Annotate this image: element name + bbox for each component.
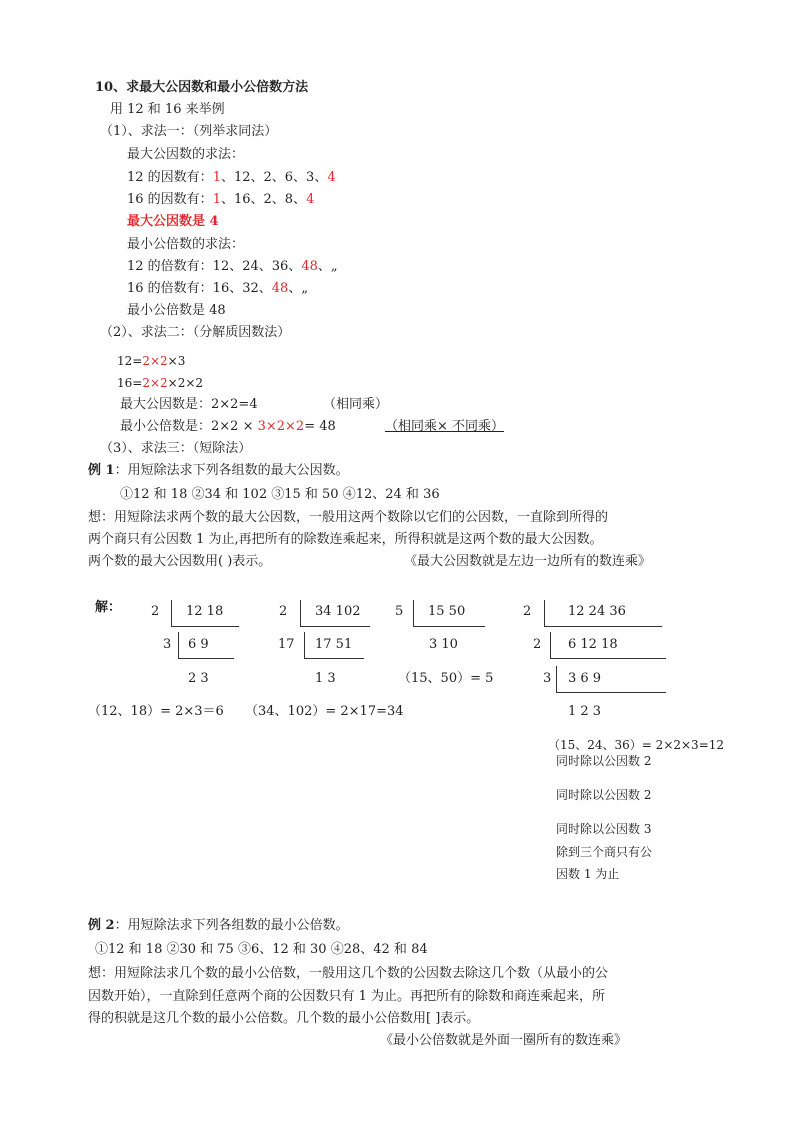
factorization-16-common: 2×2 <box>142 376 168 390</box>
factorization-16 <box>117 375 203 391</box>
division-bracket <box>544 626 662 627</box>
example2-rule: 《最小公倍数就是外面一圈所有的数连乘》 <box>380 1033 628 1048</box>
multiples-16-common: 48 <box>271 281 289 296</box>
factors-16 <box>127 192 314 208</box>
division-bracket <box>300 626 370 627</box>
multiples-12-common: 48 <box>301 259 318 274</box>
factorization-lcm-result: = 48 <box>304 419 336 434</box>
example2-items: ①12 和 18 ②30 和 75 ③6、12 和 30 ④28、42 和 84 <box>95 942 428 957</box>
example1-think-line3: 两个数的最大公因数用( )表示。 <box>88 554 272 569</box>
dividends: 12 18 <box>186 604 224 619</box>
quotients: 17 51 <box>315 637 353 652</box>
quotients: 1 2 3 <box>568 704 602 719</box>
example2-think-line3: 得的积就是这几个数的最小公倍数。几个数的最小公倍数用[ ]表示。 <box>88 1011 480 1026</box>
quotients: 6 12 18 <box>568 637 618 652</box>
method1-heading: （1）、求法一：（列举求同法） <box>100 124 278 139</box>
quotients: 2 3 <box>188 671 209 686</box>
example1-items: ①12 和 18 ②34 和 102 ③15 和 50 ④12、24 和 36 <box>120 487 440 502</box>
lcm-method-title: 最小公倍数的求法： <box>127 237 245 252</box>
quotients: 3 6 9 <box>568 671 602 686</box>
multiples-12 <box>127 259 338 275</box>
division-bracket <box>178 632 179 658</box>
division-bracket <box>300 600 301 626</box>
example1-label: 例 1 <box>88 463 115 478</box>
factors-12-common-4: 4 <box>327 170 336 185</box>
factors-16-common-1: 1 <box>212 192 221 207</box>
factorization-12-lhs: 12= <box>117 354 143 368</box>
page-title: 10、求最大公因数和最小公倍数方法 <box>95 80 309 95</box>
divisor: 5 <box>395 604 404 619</box>
example2-think-line1: 想：用短除法求几个数的最小公倍数，一般用这几个数的公因数去除这几个数（从最小的公 <box>88 966 609 981</box>
example2-title <box>88 918 349 934</box>
factors-16-prefix: 16 的因数有： <box>127 192 213 207</box>
method3-heading: （3）、求法三：（短除法） <box>100 441 252 456</box>
dividends: 15 50 <box>428 604 466 619</box>
gcd-15-50-result: （15、50）= 5 <box>398 671 494 686</box>
division-note: 除到三个商只有公 <box>556 845 653 859</box>
factorization-lcm <box>120 419 336 435</box>
division-bracket <box>413 600 414 626</box>
factorization-12 <box>117 353 185 369</box>
example2-label: 例 2 <box>88 918 115 933</box>
factorization-lcm-note: （相同乘× 不同乘） <box>385 419 505 434</box>
example2-think-line2: 因数开始），一直除到任意两个商的公因数只有 1 为止。再把所有的除数和商连乘起来，所 <box>88 989 606 1004</box>
dividends: 12 24 36 <box>568 604 626 619</box>
example2-text: ：用短除法求下列各组数的最小公倍数。 <box>114 918 349 933</box>
gcd-15-24-36-result: （15、24、36）= 2×2×3=12 <box>548 738 725 752</box>
factorization-16-lhs: 16= <box>117 376 143 390</box>
factors-12-common-1: 1 <box>212 170 221 185</box>
multiples-16 <box>127 281 308 297</box>
division-bracket <box>171 626 239 627</box>
example1-rule: 《最大公因数就是左边一边所有的数连乘》 <box>404 554 652 569</box>
multiples-16-suffix: 、„ <box>288 281 309 296</box>
multiples-12-prefix: 12 的倍数有：12、24、36、 <box>127 259 302 274</box>
factorization-gcd: 最大公因数是：2×2=4 <box>120 397 258 412</box>
example1-think-line2: 两个商只有公因数 1 为止,再把所有的除数连乘起来，所得积就是这两个数的最大公因数。 <box>88 532 603 547</box>
division-bracket <box>304 632 305 658</box>
divisor: 3 <box>543 671 552 686</box>
division-note: 因数 1 为止 <box>556 867 620 881</box>
method2-heading: （2）、求法二：（分解质因数法） <box>100 325 291 340</box>
quotients: 3 10 <box>429 637 458 652</box>
lcm-result: 最小公倍数是 48 <box>127 303 226 318</box>
divisor: 2 <box>533 637 542 652</box>
factors-12-rest: 、12、2、6、3、 <box>220 170 328 185</box>
factorization-lcm-distinct: 3×2×2 <box>257 419 305 434</box>
division-bracket <box>556 692 666 693</box>
divisor: 2 <box>523 604 532 619</box>
factorization-12-rest: ×3 <box>167 354 186 368</box>
factorization-12-common: 2×2 <box>142 354 168 368</box>
intro-text: 用 12 和 16 来举例 <box>110 102 225 117</box>
divisor: 3 <box>163 637 172 652</box>
divisor: 2 <box>279 604 288 619</box>
factors-12-prefix: 12 的因数有： <box>127 170 213 185</box>
divisor: 2 <box>151 604 160 619</box>
gcd-method-title: 最大公因数的求法： <box>127 147 245 162</box>
factors-12 <box>127 170 336 186</box>
division-bracket <box>413 626 485 627</box>
division-note: 同时除以公因数 3 <box>556 822 652 836</box>
factorization-gcd-note: （相同乘） <box>323 397 389 412</box>
dividends: 34 102 <box>315 604 361 619</box>
factorization-16-rest: ×2×2 <box>167 376 204 390</box>
quotients: 6 9 <box>188 637 209 652</box>
example1-text: ：用短除法求下列各组数的最大公因数。 <box>114 463 349 478</box>
divisor: 17 <box>278 637 295 652</box>
factorization-lcm-common: 最小公倍数是：2×2 × <box>120 419 258 434</box>
example1-think-line1: 想：用短除法求两个数的最大公因数，一般用这两个数除以它们的公因数，一直除到所得的 <box>88 510 609 525</box>
division-bracket <box>550 632 551 658</box>
quotients: 1 3 <box>315 671 336 686</box>
division-bracket <box>304 658 364 659</box>
division-bracket <box>171 600 172 626</box>
factors-16-common-4: 4 <box>306 192 315 207</box>
gcd-34-102-result: （34、102）= 2×17=34 <box>245 704 404 719</box>
factors-16-rest: 、16、2、8、 <box>220 192 307 207</box>
division-bracket <box>178 658 234 659</box>
gcd-result: 最大公因数是 4 <box>127 214 219 229</box>
multiples-12-suffix: 、„ <box>317 259 338 274</box>
division-note: 同时除以公因数 2 <box>556 788 652 802</box>
gcd-12-18-result: （12、18）= 2×3＝6 <box>88 704 224 719</box>
division-bracket <box>544 600 545 626</box>
multiples-16-prefix: 16 的倍数有：16、32、 <box>127 281 272 296</box>
solve-label: 解： <box>95 600 122 615</box>
division-note: 同时除以公因数 2 <box>556 754 652 768</box>
division-bracket <box>550 658 666 659</box>
division-bracket <box>556 666 557 692</box>
example1-title <box>88 463 349 479</box>
